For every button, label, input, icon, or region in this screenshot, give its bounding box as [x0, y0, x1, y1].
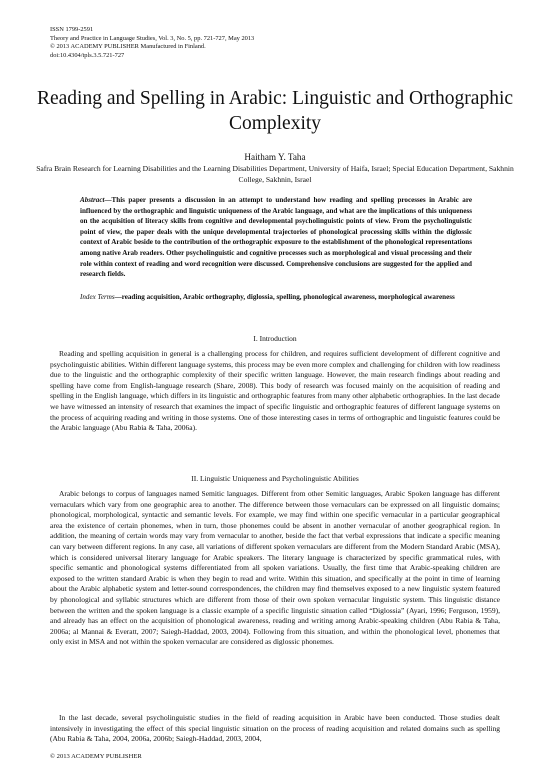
paper-title: Reading and Spelling in Arabic: Linguistic and Orthographic Complexity	[36, 88, 514, 134]
page-footer: © 2013 ACADEMY PUBLISHER	[50, 753, 142, 760]
doi-line: doi:10.4304/tpls.3.5.721-727	[50, 51, 125, 59]
journal-header	[50, 26, 254, 60]
author-name: Haitham Y. Taha	[244, 152, 306, 162]
section-heading-linguistic-uniqueness: II. Linguistic Uniqueness and Psycholinguistic Abilities	[191, 474, 359, 483]
section-heading-introduction: I. Introduction	[253, 334, 297, 343]
copyright-line: © 2013 ACADEMY PUBLISHER Manufactured in Finland.	[50, 43, 206, 51]
paragraph: In the last decade, several psycholinguistic studies in the field of reading acquisition in Arabic have been conducted. Those studies dealt intensively in investigating the effect of this special linguistic situation on the process of reading acquisition and related domains such as spelling (Abu Rabia & Taha, 2004, 2006a, 2006b; Saiegh-Haddad, 2003, 2004,	[50, 713, 500, 744]
abstract-label: Abstract	[80, 196, 105, 204]
journal-line: Theory and Practice in Language Studies, Vol. 3, No. 5, pp. 721-727, May 2013	[50, 34, 255, 42]
paragraph: Arabic belongs to corpus of languages named Semitic languages. Different from other Semitic languages, Arabic Spoken language has different vernaculars which vary from one geographic area to another. The difference between those vernaculars can be expressed on all linguistic domains; phonological, morphological, syntactic and semantic levels. For example, we may find within one specific vernacular in a particular geographical area the existence of certain phonemes, when in turn, those phonemes could be absent in another vernacular of another geographical region. In addition, the meaning of certain words may vary from vernacular to another, beside the fact that verbal expressions that indicate a specific meaning can vary between different regions. In any case, all variations of different spoken vernaculars are different from the Modern Standard Arabic (MSA), which is considered universal literary language for Arabic speakers. The literary language is characterized by specific grammatical rules, with specific semantic and phonological systems differentiated from all spoken variations. Usually, the first time that Arabic-speaking children are exposed to the written standard Arabic is when they begin to read and write. Within this situation, and specifically at the point in time of learning about the Arabic alphabetic system and letter-sound correspondences, the children may find themselves exposed to a new linguistic system featured by phonological and syllabic structures which are different from those of their own spoken vernacular linguistic system. This linguistic distance between the written and the spoken language is a classic example of a specific linguistic situation called “Diglossia” (Ayari, 1996; Ferguson, 1959), and already has an effect on the acquisition of phonological awareness, reading and writing among Arabic-speaking children (Abu Rabia & Taha, 2006a; al Mannai & Everatt, 2007; Saiegh-Haddad, 2003, 2004). Following from this situation, and within the phonological level, phonemes that only exist in MSA and not within the spoken vernacular are considered as diglossic phonemes.	[50, 489, 500, 647]
paragraph: Reading and spelling acquisition in general is a challenging process for children, and requires sufficient development of different cognitive and psycholinguistic abilities. Within different language systems, this process may be even more complex and challenging for children with low readiness due to the linguistic and the orthographic complexity of their specific written language. However, the main research findings about reading and spelling have come from English-language research (Share, 2008). This body of research was focused mainly on the acquisition of reading and spelling in the English language, which differs in its linguistic and orthographic features from many other alphabetic orthographies. In the last decade we have witnessed an intensity of research that examines the impact of specific linguistic and orthographic features of different language systems on the process of acquiring reading and writing in those systems. One of those interesting cases in terms of orthographic and linguistic features could be the Arabic language (Abu Rabia & Taha, 2006a).	[50, 349, 500, 433]
index-terms-label: Index Terms	[80, 293, 115, 301]
index-terms-text: —reading acquisition, Arabic orthography, diglossia, spelling, phonological awareness, morphological awareness	[114, 293, 455, 301]
issn-line: ISSN 1799-2591	[50, 26, 94, 33]
abstract-text: —This paper presents a discussion in an attempt to understand how reading and spelling processes in Arabic are influenced by the orthographic and linguistic uniqueness of the Arabic language, and what are the implications of this uniqueness on the acquisition of literacy skills from cognitive and developmental psycholinguistic points of view. From the psycholinguistic point of view, the paper deals with the unique developmental trajectories of phonological processing skills within the diglossic context of Arabic beside to the contribution of the orthographic exposure to the establishment of the phonological representations among native Arab readers. Other psycholinguistic and cognitive processes such as morphological and visual processing and their role within context of reading and word recognition were discussed. Comprehensive conclusions are suggested for the applied and research fields.	[80, 196, 472, 279]
author-affiliation: Safra Brain Research for Learning Disabilities and the Learning Disabilities Department, University of Haifa, Israel; Special Education Department, Sakhnin College, Sakhnin, Israel	[36, 164, 514, 184]
index-terms	[80, 292, 472, 303]
abstract	[80, 195, 472, 280]
